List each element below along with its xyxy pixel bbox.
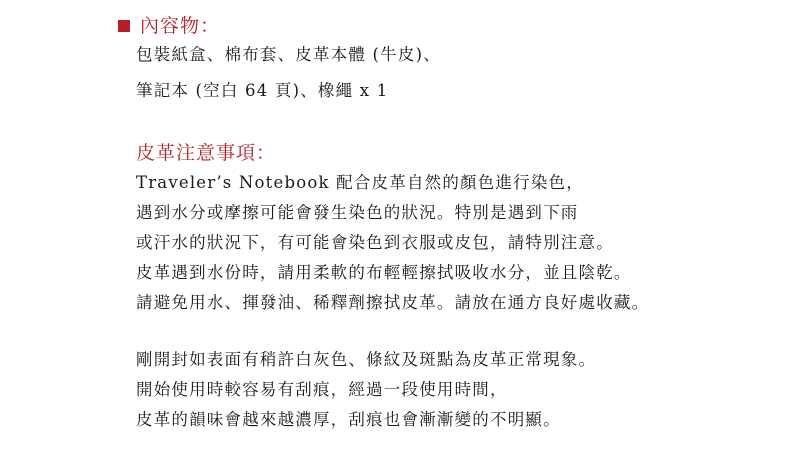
contents-line-1: 包裝紙盒、棉布套、皮革本體 (牛皮)、 (136, 45, 441, 64)
notes-p1-line-2: 遇到水分或摩擦可能會發生染色的狀況。特別是遇到下雨 (136, 203, 579, 222)
notes-heading: 皮革注意事項： (136, 142, 277, 164)
notes-p1-line-4: 皮革遇到水份時，請用柔軟的布輕輕擦拭吸收水分，並且陰乾。 (136, 263, 632, 282)
contents-line-2: 筆記本 (空白 64 頁)、橡繩 x 1 (136, 81, 389, 100)
notes-heading-row (136, 140, 276, 166)
notes-p1-line-3: 或汗水的狀況下，有可能會染色到衣服或皮包，請特別注意。 (136, 233, 614, 252)
notes-p2-line-3: 皮革的韻味會越來越濃厚，刮痕也會漸漸變的不明顯。 (136, 410, 561, 429)
notes-p2-line-1: 剛開封如表面有稍許白灰色、條紋及斑點為皮革正常現象。 (136, 350, 597, 369)
contents-heading-row (118, 13, 220, 39)
notes-p1-line-5: 請避免用水、揮發油、稀釋劑擦拭皮革。請放在通方良好處收藏。 (136, 293, 650, 312)
contents-heading: 內容物： (140, 15, 221, 37)
notes-p1-line-1: Traveler’s Notebook 配合皮革自然的顏色進行染色， (136, 173, 584, 192)
notes-p2-line-2: 開始使用時較容易有刮痕，經過一段使用時間， (136, 380, 508, 399)
square-bullet-icon (118, 20, 130, 32)
